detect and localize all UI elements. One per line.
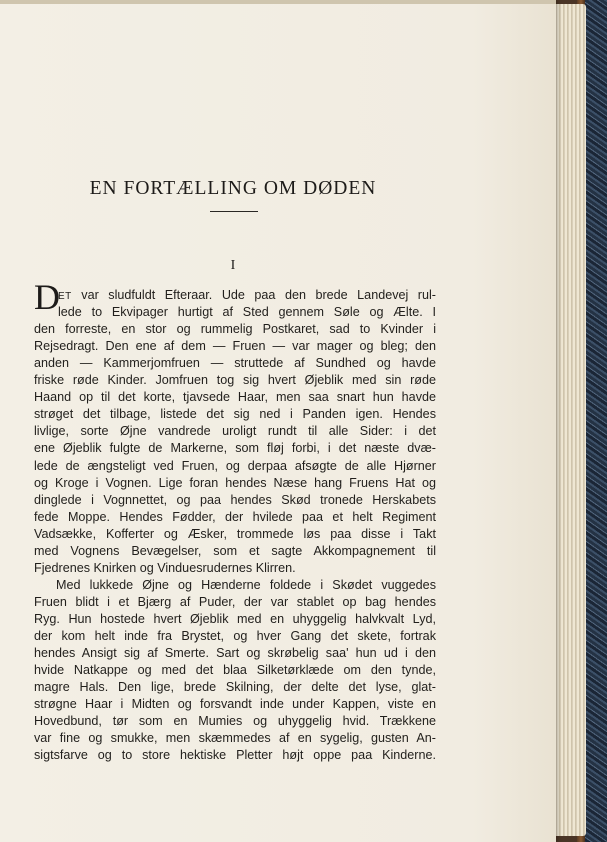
text-line: Vadsække, Kofferter og Æsker, trommede løs paa disse i Takt	[34, 526, 436, 541]
drop-cap-rest: ET	[58, 291, 72, 302]
text-line: friske røde Kinder. Jomfruen tog sig hvert Øjeblik med sin røde	[34, 373, 436, 388]
text-line: strøgne Haar i Midten og forsvandt inde under Kappen, viste en	[34, 697, 436, 712]
title-rule	[210, 211, 258, 212]
text-line: lede to Ekvipager hurtigt af Sted gennem Søle og Ælte. I	[58, 305, 436, 320]
text-line: Fjedrenes Knirken og Vinduesrudernes Klirren.	[34, 560, 296, 575]
text-line: den forreste, en stor og rummelig Postkaret, sad to Kvinder i	[34, 322, 436, 337]
text-line: Hovedbund, tør som en Mumies og uhyggelig hvid. Trækkene	[34, 714, 436, 729]
text-line: ene Øjeblik fulgte de Markerne, som fløj forbi, i det næste dvæ-	[34, 441, 436, 456]
text-line: lede de ængsteligt ved Fruen, og derpaa afsøgte de alle Hjørner	[34, 458, 436, 473]
drop-cap: D	[34, 277, 60, 317]
text-line: Haand op til det korte, tjavsede Haar, men saa snart hun havde	[34, 390, 436, 405]
text-line: Ryg. Hun hostede hvert Øjeblik med en uhyggelig halvkvalt Lyd,	[34, 611, 436, 626]
text-line: magre Hals. Den lige, brede Skilning, der delte det lyse, glat-	[34, 680, 436, 695]
text-line: med Vognens Bevægelser, som et sagte Akkompagnement til	[34, 543, 436, 558]
text-line: og Kroge i Vognen. Lige foran hendes Næse hang Fruens Hat og	[34, 475, 436, 490]
text-line: anden — Kammerjomfruen — struttede af Sundhed og havde	[34, 356, 436, 371]
text-line: dinglede i Vognnettet, og paa hendes Skød tronede Herskabets	[34, 492, 436, 507]
text-line: livlige, sorte Øjne vandrede uroligt rundt til alle Sider: i det	[34, 424, 436, 439]
text-line: der kom helt inde fra Brystet, og hver Gang det skete, fortrak	[34, 629, 436, 643]
text-line: Rejsedragt. Den ene af dem — Fruen — var mager og bleg; den	[34, 339, 436, 354]
text-line: var fine og smukke, men skæmmedes af en sygelig, gusten An-	[34, 731, 436, 746]
text-line: fede Moppe. Hendes Fødder, der hvilede paa et helt Regiment	[34, 509, 436, 524]
text-line: sigtsfarve og to store hektiske Pletter højt oppe paa Kinderne.	[34, 748, 436, 763]
text-line: Fruen blidt i et Bjærg af Puder, der var stablet op bag hendes	[34, 594, 436, 609]
text-line: strøget det tilbage, listede det sig ned i Panden igen. Hendes	[34, 407, 436, 422]
story-title: EN FORTÆLLING OM DØDEN	[89, 178, 377, 199]
page-top-edge	[0, 0, 556, 4]
text-line-content: var sludfuldt Efteraar. Ude paa den brede Landevej rul-	[71, 288, 436, 302]
text-line: Med lukkede Øjne og Hænderne foldede i Skødet vuggedes	[56, 577, 436, 592]
chapter-number: I	[230, 258, 236, 273]
text-line: hvide Natkappe og med det blaa Silketørklæde om den tynde,	[34, 663, 436, 678]
text-line: hendes Ansigt sig af Smerte. Sart og skrøbelig saa' hun ud i den	[34, 646, 436, 661]
